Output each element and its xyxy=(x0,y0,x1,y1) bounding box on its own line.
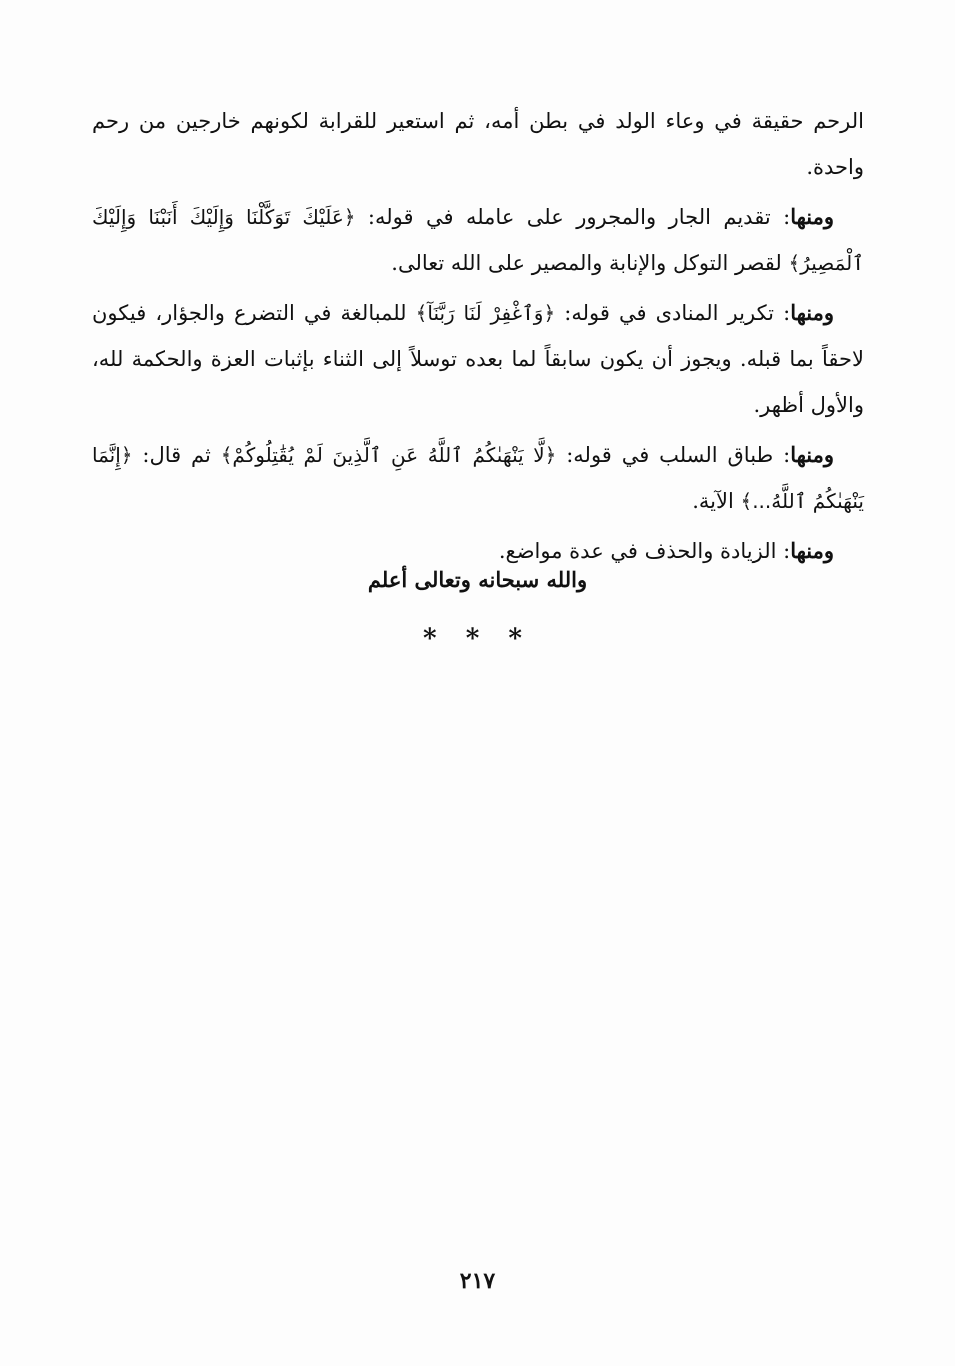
quran-verse: ﴿لَّا يَنْهَىٰكُمُ ٱللَّهُ عَنِ ٱلَّذِينَ لَمْ يُقَٰتِلُوكُمْ﴾ xyxy=(220,443,557,467)
paragraph-text-after: لقصر التوكل والإنابة والمصير على الله تعالى. xyxy=(391,251,789,275)
page-number: ٢١٧ xyxy=(459,1268,496,1294)
paragraph-text-after: الآية. xyxy=(692,489,741,513)
section-separator: * * * xyxy=(423,624,532,654)
paragraph-text-before: : تقديم الجار والمجرور على عامله في قوله: xyxy=(355,205,791,229)
quran-verse-second: ﴿إِنَّمَا يَنْهَىٰكُمُ ٱللَّهُ...﴾ xyxy=(92,443,864,513)
paragraph-text-before: : الزيادة والحذف في عدة مواضع. xyxy=(498,539,791,563)
quran-verse: ﴿عَلَيْكَ تَوَكَّلْنَا وَإِلَيْكَ أَنَبْنَا وَإِلَيْكَ ٱلْمَصِيرُ﴾ xyxy=(92,205,864,275)
paragraph-lead: ومنها xyxy=(790,442,834,467)
paragraph-text: الرحم حقيقة في وعاء الولد في بطن أمه، ثم استعير للقرابة لكونهم خارجين من رحم واحدة. xyxy=(92,109,864,179)
paragraph-text-middle: ثم قال: xyxy=(132,443,221,467)
paragraph-lead: ومنها xyxy=(790,300,834,325)
paragraph-taqdim xyxy=(92,194,864,286)
paragraph-lead: ومنها xyxy=(790,204,834,229)
paragraph-continuation xyxy=(92,98,864,190)
closing-phrase: والله سبحانه وتعالى أعلم xyxy=(367,567,588,592)
paragraph-tibaq xyxy=(92,432,864,524)
paragraph-text-after: للمبالغة في التضرع والجؤار، فيكون لاحقاً بما قبله. ويجوز أن يكون سابقاً لما بعده توسلاً إلى الثناء بإثبات العزة والحكمة لله، والأول أظهر. xyxy=(92,301,864,417)
quran-verse: ﴿وَٱغْفِرْ لَنَا رَبَّنَآ﴾ xyxy=(415,301,556,325)
paragraph-text-before: : تكرير المنادى في قوله: xyxy=(555,301,791,325)
paragraph-text-before: : طباق السلب في قوله: xyxy=(556,443,791,467)
paragraph-takrir xyxy=(92,290,864,428)
paragraph-lead: ومنها xyxy=(790,538,834,563)
body-text xyxy=(92,98,864,578)
